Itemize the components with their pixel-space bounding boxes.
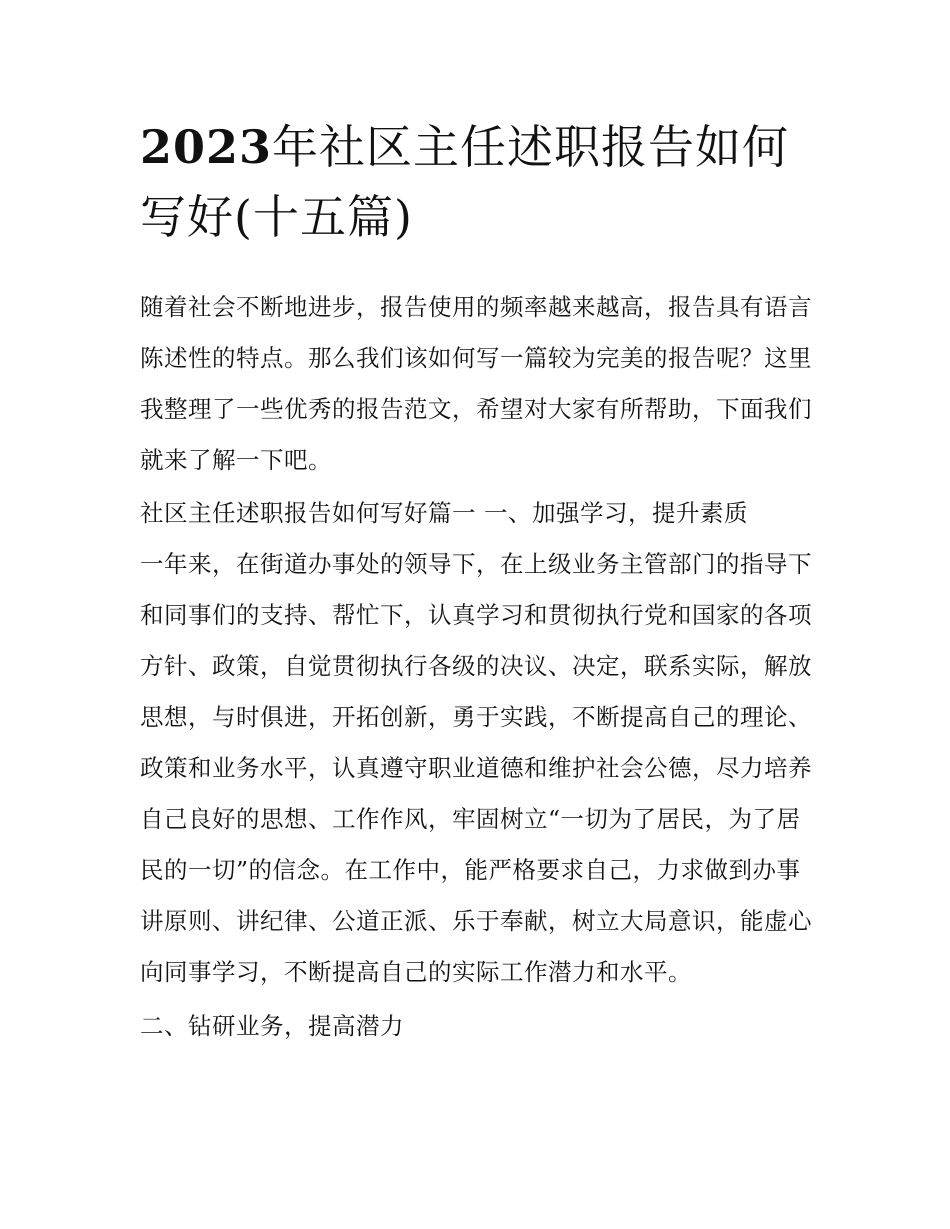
body-paragraph: 一年来，在街道办事处的领导下，在上级业务主管部门的指导下和同事们的支持、帮忙下，认真学习和贯彻执行党和国家的各项方针、政策，自觉贯彻执行各级的决议、决定，联系实际，解放思想，与时俱进，开拓创新，勇于实践，不断提高自己的理论、政策和业务水平，认真遵守职业道德和维护社会公德，尽力培养自己良好的思想、工作作风，牢固树立“一切为了居民，为了居民的一切”的信念。在工作中，能严格要求自己，力求做到办事讲原则、讲纪律、公道正派、乐于奉献，树立大局意识，能虚心向同事学习，不断提高自己的实际工作潜力和水平。 [140,550,812,986]
document-body [140,282,820,1052]
document-title [140,112,820,252]
intro-paragraph: 随着社会不断地进步，报告使用的频率越来越高，报告具有语言陈述性的特点。那么我们该如何写一篇较为完美的报告呢？这里我整理了一些优秀的报告范文，希望对大家有所帮助，下面我们就来了解一下吧。 [140,293,812,474]
title-year: 2023 [140,120,273,174]
section-heading-2: 二、钻研业务，提高潜力 [140,1012,404,1040]
section-heading-1: 社区主任述职报告如何写好篇一 一、加强学习，提升素质 [140,499,748,527]
title-text: 年社区主任述职报告如何写好(十五篇) [140,120,790,244]
